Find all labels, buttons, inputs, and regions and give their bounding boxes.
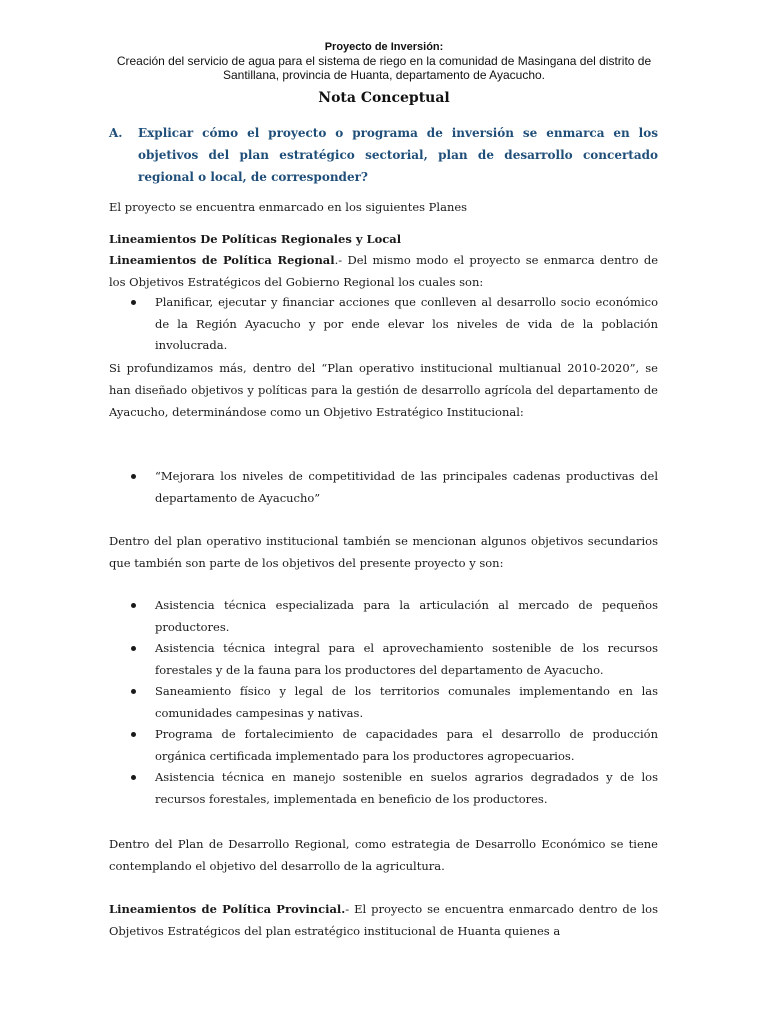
section-letter: A. <box>109 126 123 140</box>
project-label: Proyecto de Inversión: <box>324 41 444 53</box>
regional-label: Lineamientos de Política Regional <box>109 253 335 267</box>
bullet-icon <box>131 646 136 651</box>
secondary-paragraph: Dentro del plan operativo institucional también se mencionan algunos objetivos secundarios que también son parte de los objetivos del presente proyecto y son: <box>109 534 658 570</box>
list-item: Asistencia técnica en manejo sostenible en suelos agrarios degradados y de los recursos forestales, implementada en beneficio de los productores. <box>109 767 658 810</box>
list-item: Asistencia técnica especializada para la articulación al mercado de pequeños productores. <box>109 595 658 638</box>
project-title-line-1: Creación del servicio de agua para el sistema de riego en la comunidad de Masingana del distrito de <box>116 54 652 68</box>
provincial-paragraph <box>109 898 658 942</box>
bullet-icon <box>131 775 136 780</box>
provincial-text: - El proyecto se encuentra enmarcado dentro de los Objetivos Estratégicos del plan estratégico institucional de Huanta quienes a <box>109 902 658 938</box>
list-item: “Mejorara los niveles de competitividad de las principales cadenas productivas del departamento de Ayacucho” <box>109 466 658 509</box>
provincial-label: Lineamientos de Política Provincial. <box>109 902 346 916</box>
bullet-icon <box>131 732 136 737</box>
list-item: Asistencia técnica integral para el aprovechamiento sostenible de los recursos forestales y de la fauna para los productores del departamento de Ayacucho. <box>109 638 658 681</box>
section-question-text: Explicar cómo el proyecto o programa de inversión se enmarca en los objetivos del plan estratégico sectorial, plan de desarrollo concertado regional o local, de corresponder? <box>138 126 658 184</box>
bullet-list-strategic <box>109 466 658 509</box>
list-item: Programa de fortalecimiento de capacidades para el desarrollo de producción orgánica certificada implementado para los productores agropecuarios. <box>109 724 658 767</box>
page-title: Nota Conceptual <box>318 90 450 106</box>
heading-regional-local: Lineamientos De Políticas Regionales y Local <box>109 232 402 246</box>
bullet-list-secondary <box>109 595 658 810</box>
regional-plan-paragraph: Dentro del Plan de Desarrollo Regional, como estrategia de Desarrollo Económico se tiene contemplando el objetivo del desarrollo de la agricultura. <box>109 837 658 873</box>
project-title-line-2: Santillana, provincia de Huanta, departamento de Ayacucho. <box>223 68 545 82</box>
poi-paragraph: Si profundizamos más, dentro del “Plan operativo institucional multianual 2010-2020”, se han diseñado objetivos y políticas para la gestión de desarrollo agrícola del departamento de Ayacucho, determinándose como un Objetivo Estratégico Institucional: <box>109 361 658 419</box>
list-item: Planificar, ejecutar y financiar acciones que conlleven al desarrollo socio económico de la Región Ayacucho y por ende elevar los niveles de vida de la población involucrada. <box>109 292 658 357</box>
bullet-icon <box>131 474 136 479</box>
bullet-icon <box>131 689 136 694</box>
intro-paragraph: El proyecto se encuentra enmarcado en los siguientes Planes <box>109 200 468 214</box>
section-a-question <box>109 122 658 188</box>
bullet-list-regional <box>109 292 658 357</box>
list-item: Saneamiento físico y legal de los territorios comunales implementando en las comunidades campesinas y nativas. <box>109 681 658 724</box>
document-header <box>100 40 668 82</box>
regional-paragraph <box>109 249 658 293</box>
bullet-icon <box>131 603 136 608</box>
bullet-icon <box>131 300 136 305</box>
regional-text: .- Del mismo modo el proyecto se enmarca dentro de los Objetivos Estratégicos del Gobierno Regional los cuales son: <box>109 253 659 289</box>
